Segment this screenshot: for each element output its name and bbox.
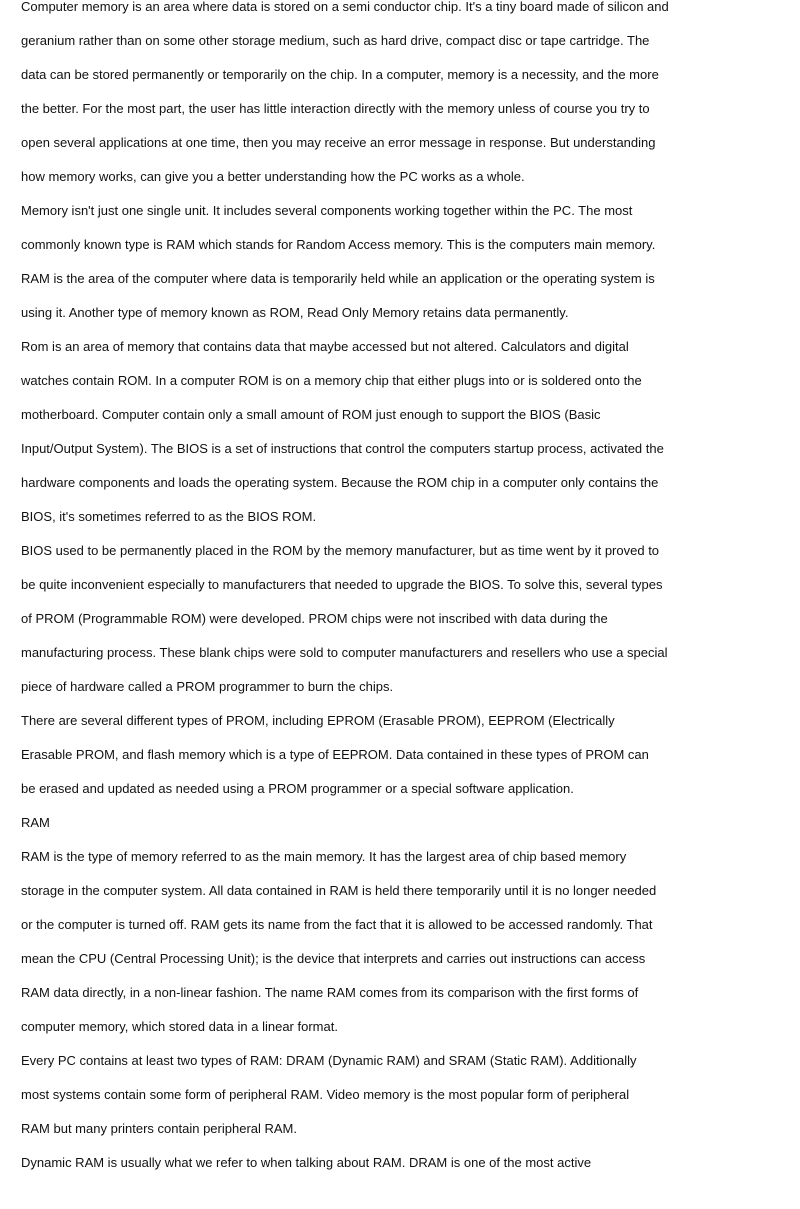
text-line: storage in the computer system. All data contained in RAM is held there temporarily until it is no longer needed — [21, 883, 657, 898]
text-line: Every PC contains at least two types of RAM: DRAM (Dynamic RAM) and SRAM (Static RAM). Additionally — [21, 1053, 637, 1068]
text-line: using it. Another type of memory known as ROM, Read Only Memory retains data permanently. — [21, 305, 569, 320]
text-line: commonly known type is RAM which stands for Random Access memory. This is the computers main memory. — [21, 237, 656, 252]
text-line: RAM but many printers contain peripheral RAM. — [21, 1121, 298, 1136]
text-line: of PROM (Programmable ROM) were developed. PROM chips were not inscribed with data during the — [21, 611, 608, 626]
text-line: hardware components and loads the operating system. Because the ROM chip in a computer only contains the — [21, 475, 659, 490]
text-line: There are several different types of PROM, including EPROM (Erasable PROM), EEPROM (Electrically — [21, 713, 615, 728]
text-line: motherboard. Computer contain only a small amount of ROM just enough to support the BIOS (Basic — [21, 407, 601, 422]
text-line: or the computer is turned off. RAM gets its name from the fact that it is allowed to be accessed randomly. That — [21, 917, 653, 932]
text-line: Erasable PROM, and flash memory which is a type of EEPROM. Data contained in these types of PROM can — [21, 747, 649, 762]
text-line: open several applications at one time, then you may receive an error message in response. But understanding — [21, 135, 656, 150]
document-body — [21, 0, 781, 1190]
text-line: geranium rather than on some other storage medium, such as hard drive, compact disc or tape cartridge. The — [21, 33, 650, 48]
text-line: watches contain ROM. In a computer ROM is on a memory chip that either plugs into or is soldered onto the — [21, 373, 642, 388]
text-line: be quite inconvenient especially to manufacturers that needed to upgrade the BIOS. To solve this, several types — [21, 577, 663, 592]
text-line: Computer memory is an area where data is stored on a semi conductor chip. It's a tiny board made of silicon and — [21, 0, 669, 14]
text-line: manufacturing process. These blank chips were sold to computer manufacturers and resellers who use a special — [21, 645, 668, 660]
text-line: RAM is the area of the computer where data is temporarily held while an application or the operating system is — [21, 271, 655, 286]
text-line: RAM is the type of memory referred to as the main memory. It has the largest area of chip based memory — [21, 849, 627, 864]
text-line: Input/Output System). The BIOS is a set of instructions that control the computers startup process, activated the — [21, 441, 664, 456]
section-heading: RAM — [21, 815, 50, 830]
text-line: mean the CPU (Central Processing Unit); is the device that interprets and carries out instructions can access — [21, 951, 646, 966]
text-line: how memory works, can give you a better understanding how the PC works as a whole. — [21, 169, 525, 184]
text-line: computer memory, which stored data in a linear format. — [21, 1019, 338, 1034]
text-line: the better. For the most part, the user has little interaction directly with the memory unless of course you try to — [21, 101, 650, 116]
text-line: Rom is an area of memory that contains data that maybe accessed but not altered. Calculators and digital — [21, 339, 629, 354]
text-line: most systems contain some form of peripheral RAM. Video memory is the most popular form of peripheral — [21, 1087, 630, 1102]
text-line: data can be stored permanently or temporarily on the chip. In a computer, memory is a necessity, and the more — [21, 67, 659, 82]
text-line: BIOS, it's sometimes referred to as the BIOS ROM. — [21, 509, 317, 524]
text-line: BIOS used to be permanently placed in the ROM by the memory manufacturer, but as time went by it proved to — [21, 543, 660, 558]
text-line: piece of hardware called a PROM programmer to burn the chips. — [21, 679, 394, 694]
text-line: be erased and updated as needed using a PROM programmer or a special software application. — [21, 781, 574, 796]
text-line: Memory isn't just one single unit. It includes several components working together within the PC. The most — [21, 203, 633, 218]
text-line: Dynamic RAM is usually what we refer to when talking about RAM. DRAM is one of the most active — [21, 1155, 592, 1170]
text-line: RAM data directly, in a non-linear fashion. The name RAM comes from its comparison with the first forms of — [21, 985, 639, 1000]
